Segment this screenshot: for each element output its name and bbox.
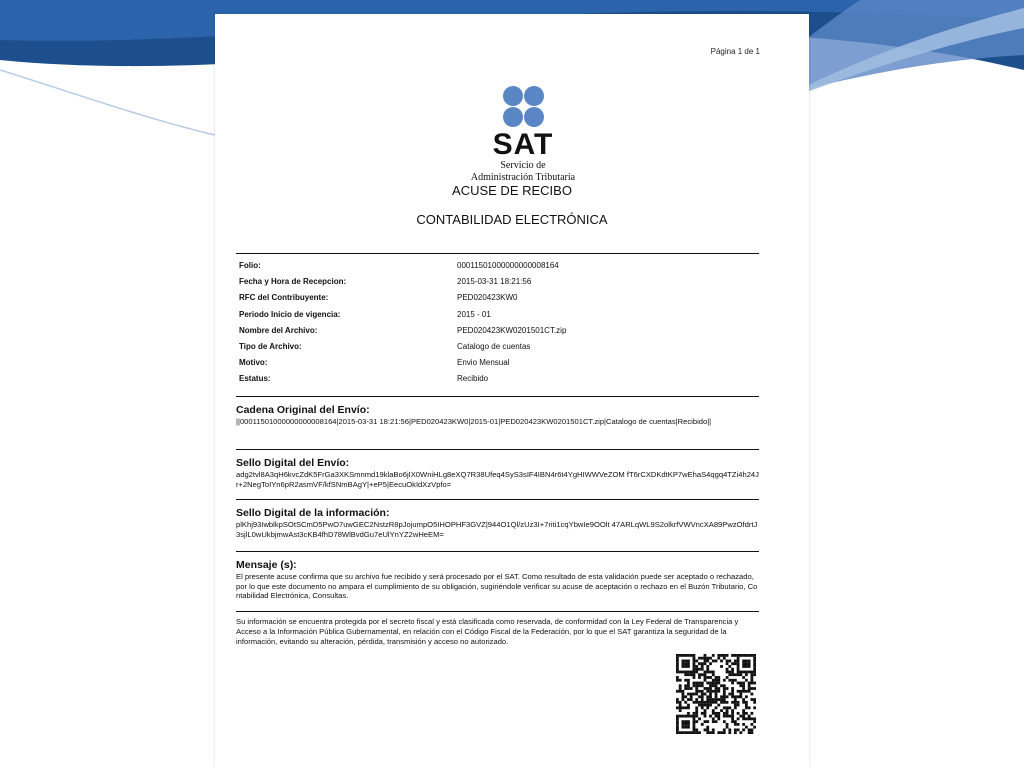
field-label: Estatus:: [239, 374, 271, 384]
field-label: Nombre del Archivo:: [239, 325, 318, 335]
sat-logo-circles: [501, 86, 545, 130]
field-value: Recibido: [457, 374, 489, 384]
section-body: El presente acuse confirma que su archivo fue recibido y será procesado por el SAT. Como resultado de esta validación puede ser aceptado o rechazado, por lo que este documento no ampara el cumplimiento de su obligación, sugiriéndole verificar su acuse de aceptación o rechazo en el Buzón Tributario, Contabilidad Electrónica, Consultas.: [236, 572, 758, 600]
field-row-reason: [239, 355, 759, 371]
section-original-chain: [236, 404, 759, 427]
field-value: PED020423KW0: [457, 293, 518, 303]
field-value: PED020423KW0201501CT.zip: [457, 325, 567, 335]
field-label: Motivo:: [239, 358, 268, 368]
field-row-status: [239, 371, 759, 387]
sat-logo-subtitle-2: Administración Tributaria: [470, 172, 576, 183]
divider: [236, 611, 759, 612]
page-indicator: Página 1 de 1: [710, 47, 760, 56]
field-label: RFC del Contribuyente:: [239, 293, 329, 303]
field-label: Folio:: [239, 261, 261, 270]
section-body: ||00011501000000000008164|2015-03-31 18:21:56|PED020423KW0|2015-01|PED020423KW0201501CT.zip|Catalogo de cuentas|Recibido||: [236, 417, 712, 426]
sat-logo-wordmark: SAT: [492, 128, 554, 161]
document-subtitle: CONTABILIDAD ELECTRÓNICA: [416, 212, 608, 227]
field-label: Periodo Inicio de vigencia:: [239, 309, 341, 319]
field-row-reception-date: [239, 274, 759, 290]
divider: [236, 499, 759, 500]
field-value: Catalogo de cuentas: [457, 341, 531, 351]
section-heading: Mensaje (s):: [236, 559, 297, 571]
field-value: 2015 - 01: [457, 309, 491, 319]
field-row-rfc: [239, 290, 759, 306]
field-row-file-name: [239, 323, 759, 339]
section-heading: Sello Digital de la información:: [236, 507, 390, 519]
field-value: 00011501000000000008164: [457, 261, 559, 270]
field-row-period: [239, 307, 759, 323]
divider: [236, 253, 759, 254]
sat-logo-subtitle-1: Servicio de: [500, 160, 546, 171]
document-title: ACUSE DE RECIBO: [452, 183, 572, 198]
divider: [236, 449, 759, 450]
field-row-folio: [239, 258, 759, 274]
section-body: plKhj93IwblkpSOtSCmD5PwO7uwGEC2NstzR8pJojumpO5IHOPHF3GVZ|944O1Ql/zUz3I+7riti1cqYbwIe9OOlt 47ARLqWL9S2olkrfVWVncXA89PwzOfdrtJ3sjlL0wUkbjmwAst3cKB4fhD78WlBvdGu7eUlYnYZ2wHeEM=: [236, 520, 758, 539]
field-value: 2015-03-31 18:21:56: [457, 277, 532, 287]
sat-logo: [467, 86, 579, 183]
field-label: Fecha y Hora de Recepcion:: [239, 277, 347, 287]
section-digital-seal-info: [236, 507, 759, 539]
section-heading: Cadena Original del Envío:: [236, 404, 370, 416]
section-messages: [236, 559, 759, 601]
section-body: adg2tvl8A3qH6kvcZdK5FrGa3XKSmnmd19klaBo6jIX0WniHLg8eXQ7R38Ufeq4SyS3sIF4IBN4r6t4YgHIWWVeZOM fT6rCXDKdtKP7wEhaS4qgq4TZi4h24Jr+2NegToIYn6pR2asmVF/kfSNmBAgY|+eP5|EecuOkIdXzVpfo=: [236, 470, 759, 489]
section-digital-seal-send: [236, 457, 759, 489]
receipt-document: [215, 14, 809, 768]
field-row-file-type: [239, 339, 759, 355]
privacy-notice: Su información se encuentra protegida por el secreto fiscal y está clasificada como reservada, de conformidad con la Ley Federal de Transparencia y Acceso a la Información Pública Gubernamental, en relación con el Código Fiscal de la Federación, por lo que el SAT garantiza la seguridad de la información, evitando su alteración, pérdida, transmisión y acceso no autorizado.: [236, 617, 739, 646]
receipt-fields: [239, 258, 759, 388]
divider: [236, 396, 759, 397]
field-value: Envio Mensual: [457, 358, 510, 368]
section-heading: Sello Digital del Envío:: [236, 457, 350, 469]
field-label: Tipo de Archivo:: [239, 341, 302, 351]
divider: [236, 551, 759, 552]
qr-code-icon: [676, 654, 756, 734]
